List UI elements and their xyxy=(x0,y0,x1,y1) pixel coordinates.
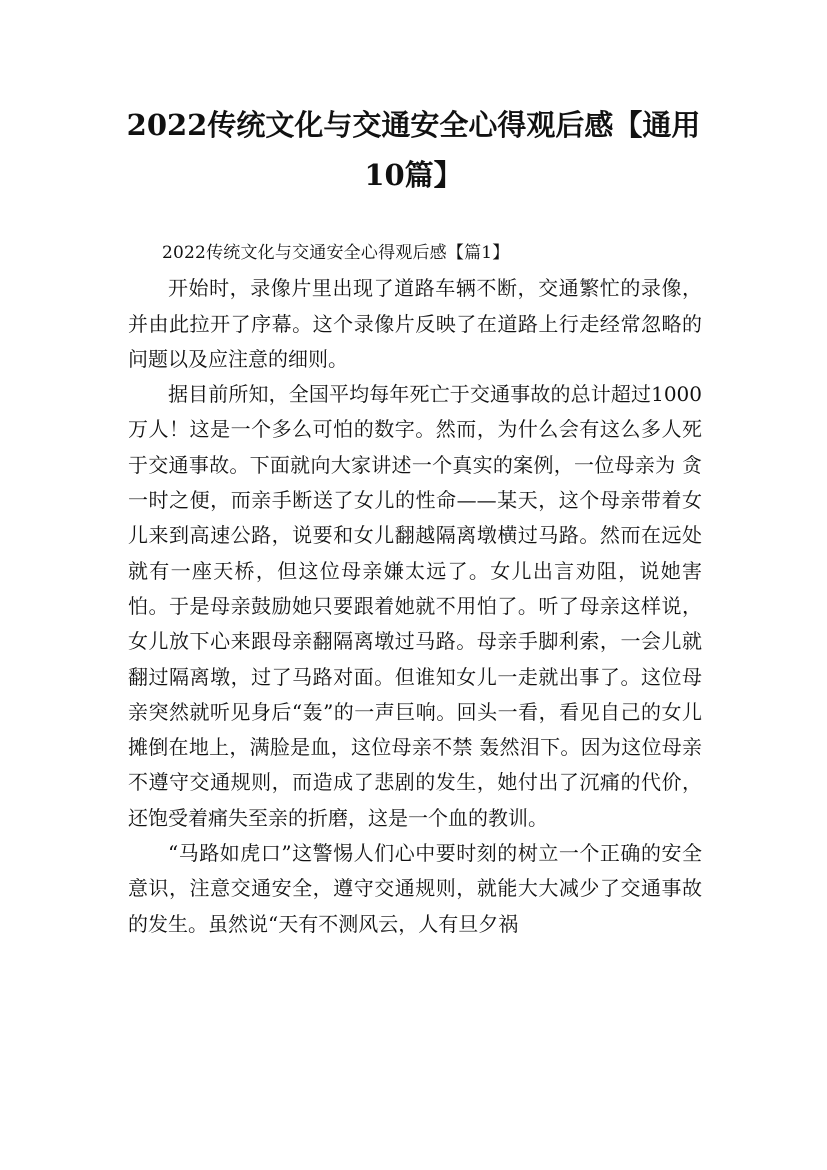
section-heading: 2022传统文化与交通安全心得观后感【篇1】 xyxy=(162,243,510,263)
document-title-line-2: 10篇】 xyxy=(364,158,463,192)
document-title-line-1: 2022传统文化与交通安全心得观后感【通用 xyxy=(126,108,701,142)
paragraph: 开始时，录像片里出现了道路车辆不断，交通繁忙的录像，并由此拉开了序幕。这个录像片反映了在道路上行走经常忽略的问题以及应注意的细则。 xyxy=(128,276,702,371)
paragraph: “马路如虎口”这警惕人们心中要时刻的树立一个正确的安全意识，注意交通安全，遵守交通规则，就能大大减少了交通事故的发生。虽然说“天有不测风云，人有旦夕祸 xyxy=(128,841,702,936)
document-title xyxy=(100,100,727,200)
paragraph: 据目前所知，全国平均每年死亡于交通事故的总计超过1000万人！这是一个多么可怕的数字。然而，为什么会有这么多人死于交通事故。下面就向大家讲述一个真实的案例，一位母亲为 贪一时之便，而亲手断送了女儿的性命——某天，这个母亲带着女儿来到高速公路，说要和女儿翻越隔离墩横过马路。然而在远处就有一座天桥，但这位母亲嫌太远了。女儿出言劝阻，说她害怕。于是母亲鼓励她只要跟着她就不用怕了。听了母亲这样说，女儿放下心来跟母亲翻隔离墩过马路。母亲手脚利索，一会儿就翻过隔离墩，过了马路对面。但谁知女儿一走就出事了。这位母亲突然就听见身后“轰”的一声巨响。回头一看，看见自己的女儿摊倒在地上，满脸是血，这位母亲不禁 轰然泪下。因为这位母亲不遵守交通规则，而造成了悲剧的发生，她付出了沉痛的代价，还饱受着痛失至亲的折磨，这是一个血的教训。 xyxy=(128,382,702,830)
document-body xyxy=(128,236,702,942)
